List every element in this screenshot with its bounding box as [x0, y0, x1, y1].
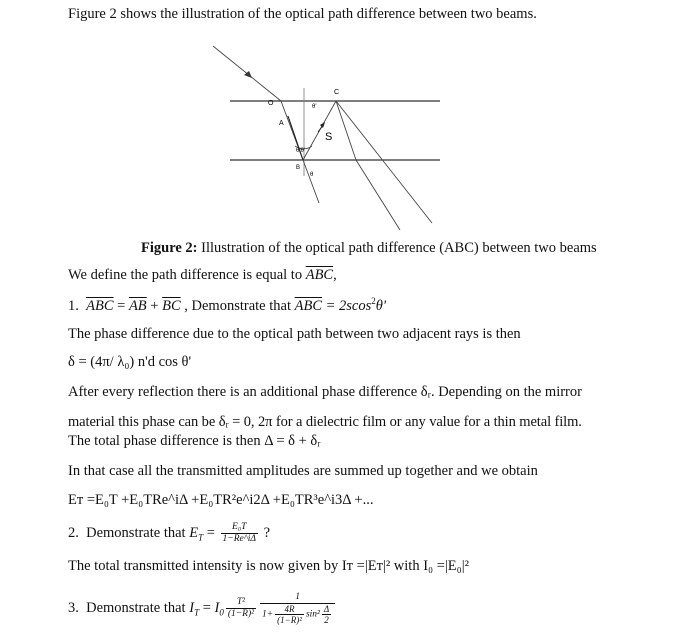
q2-frac-num: E₀T: [221, 522, 258, 534]
q3-f4-den: 2: [324, 615, 329, 625]
q1-plus: +: [146, 297, 163, 314]
q3-fraction-2: [260, 592, 335, 625]
q3-i0-sub: 0: [219, 607, 224, 618]
define-text: We define the path difference is equal to: [68, 267, 306, 283]
delta-formula: δ = (4π/ λ₀) n'd cos θ': [68, 354, 192, 370]
q3-text: Demonstrate that: [86, 599, 190, 616]
transmitted-ray-1: [303, 160, 319, 203]
reflection-paragraph-1: After every reflection there is an additional phase difference δᵣ. Depending on the mirror: [68, 384, 582, 400]
label-O: O: [268, 100, 274, 107]
define-paragraph: [68, 267, 337, 284]
q2-number: 2.: [68, 524, 79, 541]
q2-eq: =: [203, 524, 219, 541]
q1-eq: =: [113, 297, 129, 314]
q2-fraction: [221, 522, 258, 545]
q1-abc2: $\overline{ABC}$: [294, 297, 322, 314]
label-S: S: [325, 131, 333, 143]
q1-theta: θ': [375, 297, 386, 314]
label-A: A: [279, 120, 284, 127]
q3-f4-num: Δ: [323, 604, 330, 614]
q1-number: 1.: [68, 297, 79, 314]
optical-path-figure: [0, 28, 700, 258]
question-2: [68, 522, 270, 545]
reflection-paragraph-2: material this phase can be δᵣ = 0, 2π for a dielectric film or any value for a thin metal film.: [68, 414, 582, 430]
label-C: C: [334, 89, 340, 96]
q3-lhs-sub: T: [194, 607, 200, 618]
q3-lhs: I: [189, 599, 195, 616]
caption-rest: Illustration of the optical path difference (ABC) between two beams: [197, 240, 597, 256]
q1-square: 2: [371, 296, 376, 306]
q3-number: 3.: [68, 599, 79, 616]
label-theta-bottom: θ: [310, 172, 314, 178]
refracted-ray-c: [336, 101, 356, 160]
q2-question: ?: [259, 524, 270, 541]
q3-sin: sin²: [305, 609, 320, 620]
q1-abc: $\overline{ABC}$: [86, 297, 114, 314]
total-phase-paragraph: The total phase difference is then Δ = δ + δᵣ: [68, 433, 321, 449]
question-1: [68, 296, 386, 315]
q3-f3-num: 4R: [275, 604, 304, 615]
define-tail: ,: [333, 267, 337, 283]
q3-f2-den-pre: 1+: [262, 609, 274, 620]
intro-text: Figure 2 shows the illustration of the optical path difference between two beams.: [68, 6, 537, 22]
s-arrow-icon: [320, 122, 325, 128]
q3-eq: =: [199, 599, 215, 616]
phase-paragraph: The phase difference due to the optical path between two adjacent rays is then: [68, 326, 521, 342]
q1-mid: , Demonstrate that: [180, 297, 295, 314]
q3-f2-num: 1: [260, 592, 335, 604]
q1-rhs: = 2scos: [322, 297, 372, 314]
intensity-paragraph: The total transmitted intensity is now given by Iᴛ =|Eᴛ|² with I₀ =|E₀|²: [68, 558, 469, 574]
sum-paragraph: In that case all the transmitted amplitudes are summed up together and we obtain: [68, 463, 538, 479]
q2-frac-den: 1−Re^iΔ: [222, 534, 256, 544]
label-theta-prime-pair: θ'θ': [296, 148, 305, 154]
label-theta-prime-top: θ': [312, 104, 317, 110]
transmitted-ray-2: [356, 160, 400, 230]
q3-fraction-3: [275, 604, 304, 625]
q1-bc: $\overline{BC}$: [162, 297, 181, 314]
q3-fraction-4: [322, 604, 331, 625]
q2-text: Demonstrate that: [86, 524, 190, 541]
q1-ab: $\overline{AB}$: [128, 297, 147, 314]
q3-f2-den: [260, 604, 335, 625]
label-B: B: [296, 165, 301, 171]
q2-lhs-sub: T: [198, 532, 204, 543]
caption-bold: Figure 2:: [141, 240, 198, 256]
q2-lhs: E: [189, 524, 199, 541]
define-abc: $\overline{ABC}$: [305, 267, 334, 283]
q3-f3-den: (1−R)²: [277, 615, 302, 625]
q3-f1-num: T²: [226, 597, 256, 609]
q3-i0: I: [214, 599, 220, 616]
q3-f1-den: (1−R)²: [227, 609, 254, 619]
q3-fraction-1: [226, 597, 256, 620]
series-formula: Eᴛ =E₀T +E₀TRe^iΔ +E₀TR²e^i2Δ +E₀TR³e^i3Δ +...: [68, 492, 374, 508]
figure-caption: [141, 240, 597, 257]
question-3: [68, 592, 337, 625]
